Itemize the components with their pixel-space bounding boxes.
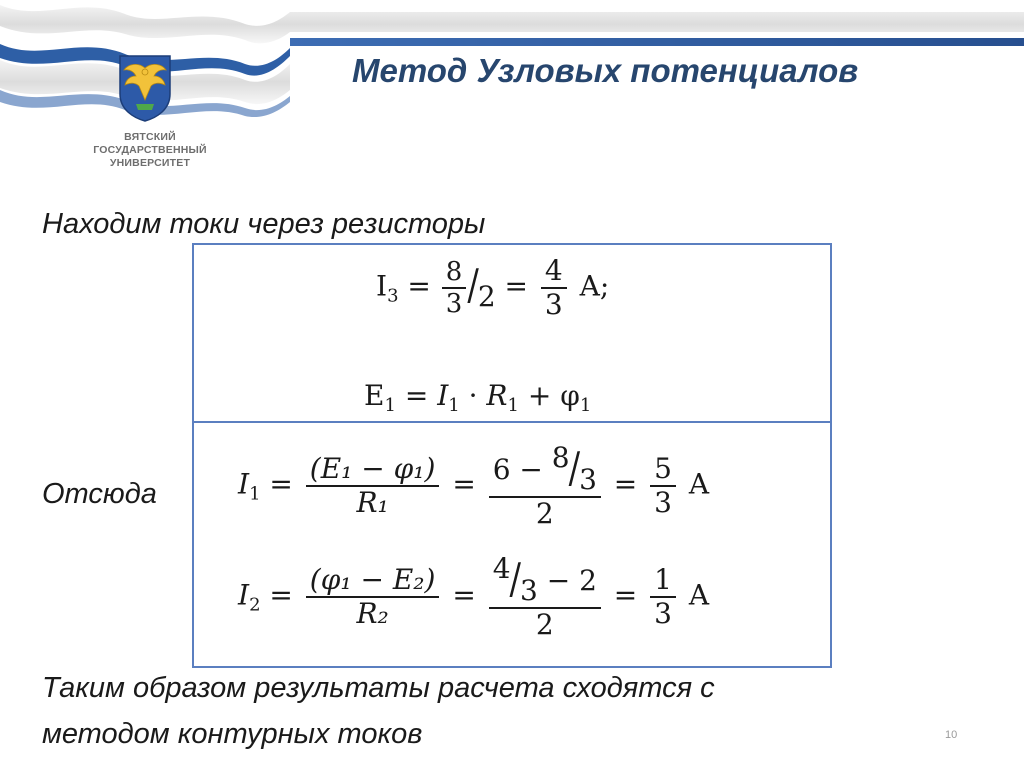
conclusion-line-1: Таким образом результаты расчета сходятся с xyxy=(42,672,715,704)
logo-line-1: ВЯТСКИЙ xyxy=(124,131,176,143)
conclusion-line-2: методом контурных токов xyxy=(42,718,423,750)
equation-i2: $I_2$ = $\frac{\text{(φ₁ − E₂)}}{\text{R₂}}$ = $\frac{4/3 - 2}{2}$ = $\frac{1}{3}$ A xyxy=(238,552,710,641)
equation-e1: $E_1 = I_1 \cdot R_1 + \varphi_1$ xyxy=(364,379,592,416)
frame-divider xyxy=(192,421,832,423)
i1-formula-fraction: $\frac{\text{(E₁ − φ₁)}}{\text{R₁}}$ xyxy=(306,453,440,519)
slide-title: Метод Узловых потенциалов xyxy=(352,52,859,89)
equation-i1: $I_1$ = $\frac{\text{(E₁ − φ₁)}}{\text{R₁}}$ = $\frac{6 - 8/3}{2}$ = $\frac{5}{3}$ A xyxy=(238,441,710,530)
i3-inner-fraction: $\frac{8}{3}$ xyxy=(442,257,467,319)
logo-line-3: УНИВЕРСИТЕТ xyxy=(109,157,191,169)
i2-value-fraction: $\frac{4/3 - 2}{2}$ xyxy=(489,553,601,641)
hence-text: Отсюда xyxy=(42,478,157,510)
i2-result-fraction: $\frac{1}{3}$ xyxy=(650,564,676,630)
i3-result-fraction: $\frac{4}{3}$ xyxy=(541,255,567,321)
page-number: 10 xyxy=(945,729,958,741)
university-logo-text xyxy=(80,131,220,170)
equation-i3: $I_3$ = $\frac{8}{3}$ /2 = $\frac{4}{3}$ A; xyxy=(376,254,610,321)
university-emblem-icon xyxy=(116,54,174,122)
intro-text: Находим токи через резисторы xyxy=(42,208,486,240)
i2-formula-fraction: $\frac{\text{(φ₁ − E₂)}}{\text{R₂}}$ xyxy=(306,564,440,630)
i1-result-fraction: $\frac{5}{3}$ xyxy=(650,453,676,519)
i1-value-fraction: $\frac{6 - 8/3}{2}$ xyxy=(489,442,601,530)
logo-line-2: ГОСУДАРСТВЕННЫЙ xyxy=(93,144,207,156)
